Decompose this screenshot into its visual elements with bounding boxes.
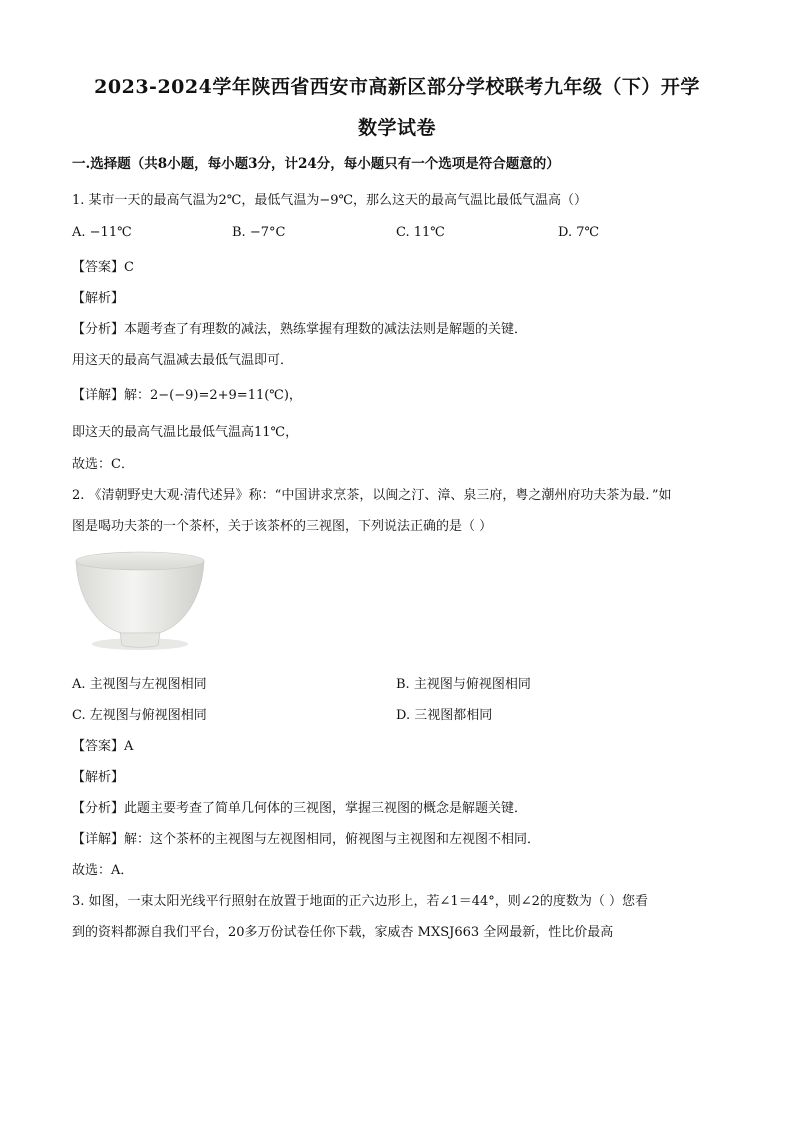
q1-stem: 1. 某市一天的最高气温为2℃，最低气温为−9℃，那么这天的最高气温比最低气温高（） [72, 193, 588, 208]
q2-option-a: A. 主视图与左视图相同 [72, 677, 207, 692]
tea-cup-image [72, 549, 208, 657]
q2-option-b: B. 主视图与俯视图相同 [396, 677, 531, 692]
q1-option-a: A. −11℃ [72, 225, 132, 240]
q1-analysis-2: 用这天的最高气温减去最低气温即可． [72, 353, 294, 368]
q1-choice: 故选：C． [72, 457, 134, 472]
paper-title-line1: 2023-2024学年陕西省西安市高新区部分学校联考九年级（下）开学 [94, 76, 700, 98]
q2-answer: 【答案】A [72, 739, 134, 754]
q1-detail: 【详解】解：2−(−9)=2+9=11(℃)， [72, 388, 302, 403]
q2-stem-line2: 图是喝功夫茶的一个茶杯，关于该茶杯的三视图，下列说法正确的是（ ） [72, 519, 493, 534]
q1-analysis: 【分析】本题考查了有理数的减法，熟练掌握有理数的减法法则是解题的关键． [72, 322, 528, 337]
q1-option-d: D. 7℃ [558, 225, 600, 240]
q2-option-c: C. 左视图与俯视图相同 [72, 708, 207, 723]
q2-analysis: 【分析】此题主要考查了简单几何体的三视图，掌握三视图的概念是解题关键． [72, 801, 528, 816]
q3-stem-line2: 到的资料都源自我们平台，20多万份试卷任你下载，家威杏 MXSJ663 全网最新，性比价最高 [72, 925, 614, 940]
paper-title-line2: 数学试卷 [357, 117, 436, 139]
q1-analysis-tag: 【解析】 [72, 291, 125, 306]
q2-option-d: D. 三视图都相同 [396, 708, 493, 723]
q3-stem-line1: 3. 如图，一束太阳光线平行照射在放置于地面的正六边形上，若∠1＝44°，则∠2的度数为（ ）您看 [72, 894, 649, 909]
q1-option-c: C. 11℃ [396, 225, 445, 240]
q2-stem-line1: 2. 《清朝野史大观·清代述异》称：“中国讲求烹茶，以闽之汀、漳、泉三府，粤之潮州府功夫茶为最．”如 [72, 488, 672, 503]
q1-option-b: B. −7°C [232, 225, 286, 240]
q1-detail-2: 即这天的最高气温比最低气温高11℃， [72, 425, 299, 440]
q2-choice: 故选：A． [72, 863, 134, 878]
section-header: 一.选择题（共8小题，每小题3分，计24分，每小题只有一个选项是符合题意的） [72, 156, 560, 172]
q2-detail: 【详解】解：这个茶杯的主视图与左视图相同，俯视图与主视图和左视图不相同． [72, 832, 541, 847]
q1-answer: 【答案】C [72, 260, 134, 275]
q2-analysis-tag: 【解析】 [72, 770, 125, 785]
